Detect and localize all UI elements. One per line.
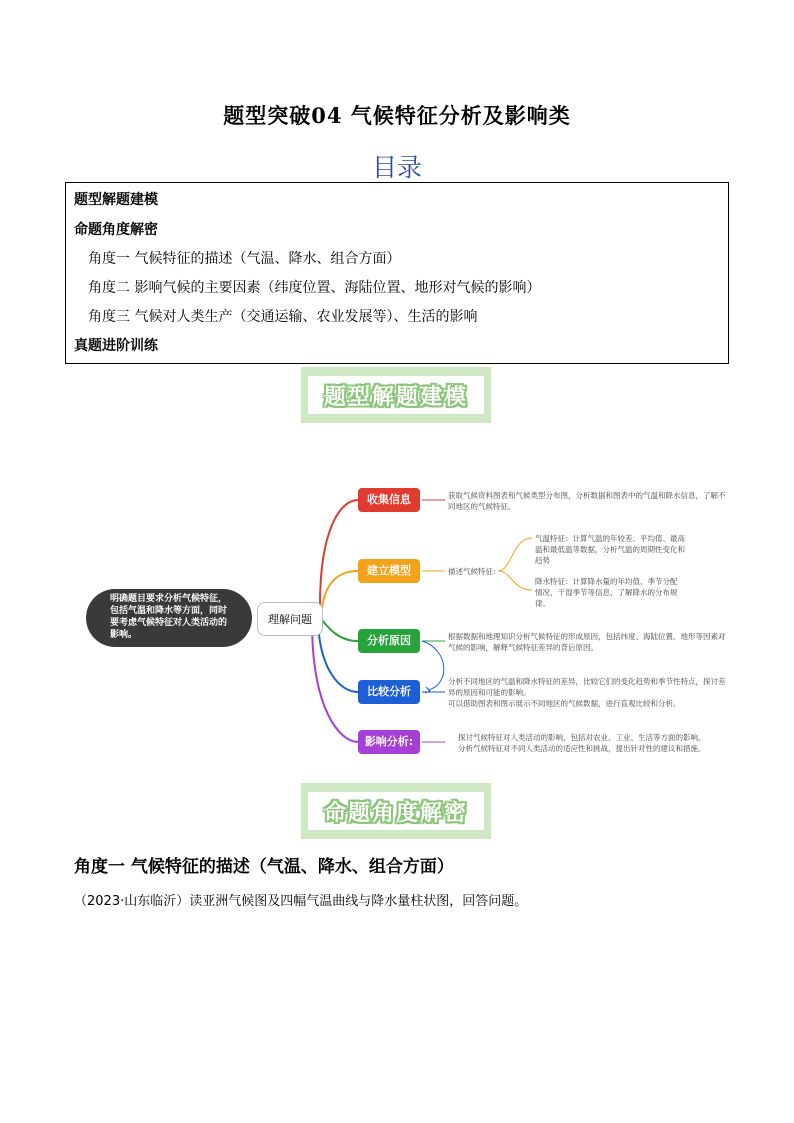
leaf-line: 律。 <box>535 599 550 608</box>
banner-text: 题型解题建模 <box>323 384 468 410</box>
leaf-line: 获取气候资料图表和气候类型分布图，分析数据和图表中的气温和降水信息，了解不 <box>448 491 726 500</box>
leaf-line: 降水特征：计算降水量的年均值、季节分配 <box>535 577 678 586</box>
leaf-temperature-features <box>535 533 715 566</box>
leaf-line: 可以借助图表和图示展示不同地区的气候数据，进行直观比较和分析。 <box>448 699 681 708</box>
leaf-line: 情况、干湿季节等信息，了解降水的分布规 <box>535 588 678 597</box>
leaf-line: 同地区的气候特征。 <box>448 502 516 511</box>
leaf-impact-analysis <box>458 732 728 754</box>
question-intro: （2023·山东临沂）读亚洲气候图及四幅气温曲线与降水量柱状图，回答问题。 <box>74 894 528 909</box>
branch-compare-analysis: 比较分析 <box>358 680 420 704</box>
toc-sub-angle-1[interactable]: 角度一 气候特征的描述（气温、降水、组合方面） <box>88 251 401 267</box>
toc-item-angles[interactable]: 命题角度解密 <box>74 222 158 238</box>
leaf-line: 异的原因和可能的影响。 <box>448 688 531 697</box>
leaf-line: 气候的影响，解释气候特征差异的背后原因。 <box>448 643 598 652</box>
root-text-line: 影响。 <box>110 630 138 640</box>
leaf-compare-analysis <box>448 676 728 709</box>
toc-item-modeling[interactable]: 题型解题建模 <box>74 192 158 208</box>
table-of-contents <box>65 182 729 364</box>
leaf-line: 根据数据和地理知识分析气候特征的形成原因，包括纬度、海陆位置、地形等因素对 <box>448 632 726 641</box>
leaf-line: 分析不同地区的气温和降水特征的差异，比较它们的变化趋势和季节性特点，探讨差 <box>448 677 726 686</box>
leaf-line: 分析气候特征对不同人类活动的适应性和挑战，提出针对性的建议和措施。 <box>458 744 706 753</box>
section-heading-angle-1: 角度一 气候特征的描述（气温、降水、组合方面） <box>74 857 454 877</box>
root-text-line: 要考虑气候特征对人类活动的 <box>110 618 228 628</box>
leaf-analyze-causes <box>448 631 728 653</box>
branch-impact-analysis: 影响分析: <box>358 730 420 754</box>
leaf-line: 温和最低温等数据，分析气温的周期性变化和 <box>535 545 685 554</box>
toc-item-training[interactable]: 真题进阶训练 <box>74 338 158 354</box>
leaf-line: 气温特征：计算气温的年较差、平均值、最高 <box>535 534 685 543</box>
root-text-line: 明确题目要求分析气候特征， <box>110 594 228 604</box>
root-text-line: 包括气温和降水等方面，同时 <box>110 606 228 616</box>
branch-collect-info: 收集信息 <box>358 488 420 512</box>
document-title: 题型突破04 气候特征分析及影响类 <box>223 103 571 128</box>
section-banner-angles <box>301 783 491 839</box>
mind-map-root <box>86 589 252 647</box>
branch-analyze-causes: 分析原因 <box>358 629 420 653</box>
toc-sub-angle-3[interactable]: 角度三 气候对人类生产（交通运输、农业发展等）、生活的影响 <box>88 309 478 325</box>
leaf-line: 探讨气候特征对人类活动的影响，包括对农业、工业、生活等方面的影响。 <box>458 733 706 742</box>
branch-build-model: 建立模型 <box>358 559 420 583</box>
leaf-precipitation-features <box>535 576 715 609</box>
leaf-collect-info <box>448 490 728 512</box>
banner-text: 命题角度解密 <box>323 800 468 826</box>
leaf-line: 趋势 <box>535 556 550 565</box>
mind-map-center-node: 理解问题 <box>257 602 323 636</box>
toc-heading: 目录 <box>371 153 422 182</box>
section-banner-modeling <box>301 367 491 423</box>
leaf-build-model: 描述气候特征： <box>448 567 501 576</box>
toc-sub-angle-2[interactable]: 角度二 影响气候的主要因素（纬度位置、海陆位置、地形对气候的影响） <box>88 280 541 296</box>
